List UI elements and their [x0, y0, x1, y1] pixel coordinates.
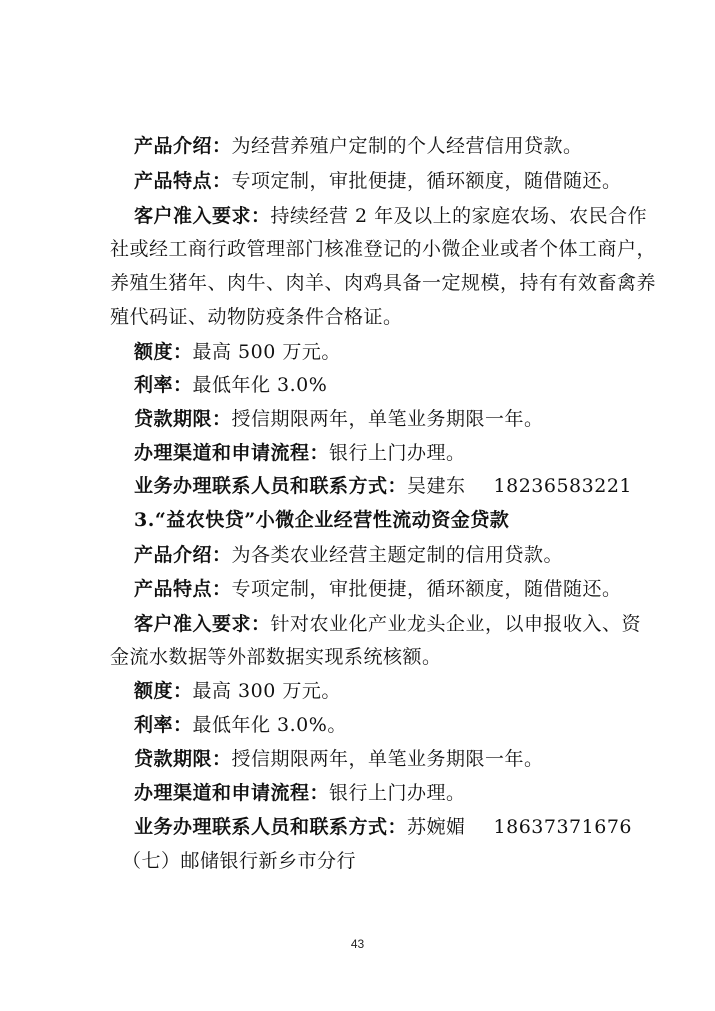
s3-product-features-label: 产品特点： — [134, 578, 232, 600]
rate-line — [134, 374, 327, 396]
customer-requirements-cont-2: 养殖生猪年、肉牛、肉羊、肉鸡具备一定规模，持有有效畜禽养 — [110, 272, 657, 294]
product-intro-text: 为经营养殖户定制的个人经营信用贷款。 — [231, 135, 583, 157]
s3-customer-requirements-label: 客户准入要求： — [134, 613, 271, 635]
s3-contact-label: 业务办理联系人员和联系方式： — [134, 816, 408, 838]
s3-contact-line — [134, 816, 632, 838]
loan-term-line — [134, 408, 544, 430]
s3-channel-label: 办理渠道和申请流程： — [134, 782, 330, 804]
customer-requirements-cont-1: 社或经工商行政管理部门核准登记的小微企业或者个体工商户， — [110, 238, 657, 260]
s3-limit-line — [134, 680, 341, 702]
product-features-label: 产品特点： — [134, 170, 232, 192]
s3-limit-label: 额度： — [134, 680, 193, 702]
customer-requirements-text: 持续经营 2 年及以上的家庭农场、农民合作 — [270, 205, 648, 227]
s3-product-intro-text: 为各类农业经营主题定制的信用贷款。 — [231, 544, 564, 566]
loan-term-text: 授信期限两年，单笔业务期限一年。 — [231, 408, 544, 430]
s3-channel-line — [134, 782, 466, 804]
s3-customer-requirements-line — [134, 613, 641, 635]
s3-rate-line — [134, 714, 347, 736]
s3-contact-phone: 18637371676 — [493, 816, 633, 838]
contact-phone: 18236583221 — [493, 475, 633, 497]
channel-label: 办理渠道和申请流程： — [134, 442, 330, 464]
s3-limit-text: 最高 300 万元。 — [192, 680, 341, 702]
s3-product-intro-label: 产品介绍： — [134, 544, 232, 566]
contact-label: 业务办理联系人员和联系方式： — [134, 475, 408, 497]
rate-label: 利率： — [134, 374, 193, 396]
s3-customer-requirements-cont-1: 金流水数据等外部数据实现系统核额。 — [110, 646, 442, 668]
customer-requirements-cont-3: 殖代码证、动物防疫条件合格证。 — [110, 306, 403, 328]
channel-text: 银行上门办理。 — [329, 442, 466, 464]
s3-product-features-line — [134, 578, 622, 600]
s3-loan-term-label: 贷款期限： — [134, 748, 232, 770]
s3-rate-text: 最低年化 3.0%。 — [192, 714, 347, 736]
s3-product-features-text: 专项定制，审批便捷，循环额度，随借随还。 — [231, 578, 622, 600]
product-intro-label: 产品介绍： — [134, 135, 232, 157]
contact-line — [134, 475, 632, 497]
channel-line — [134, 442, 466, 464]
customer-requirements-line — [134, 205, 647, 227]
limit-text: 最高 500 万元。 — [192, 341, 341, 363]
s3-loan-term-line — [134, 748, 544, 770]
product-features-text: 专项定制，审批便捷，循环额度，随借随还。 — [231, 170, 622, 192]
product-intro-line — [134, 135, 583, 157]
s3-customer-requirements-text: 针对农业化产业龙头企业，以申报收入、资 — [270, 613, 642, 635]
limit-label: 额度： — [134, 341, 193, 363]
product-features-line — [134, 170, 622, 192]
s3-rate-label: 利率： — [134, 714, 193, 736]
customer-requirements-label: 客户准入要求： — [134, 205, 271, 227]
s3-loan-term-text: 授信期限两年，单笔业务期限一年。 — [231, 748, 544, 770]
contact-name: 吴建东 — [407, 475, 466, 497]
limit-line — [134, 341, 341, 363]
rate-text: 最低年化 3.0% — [192, 374, 328, 396]
loan-term-label: 贷款期限： — [134, 408, 232, 430]
s3-channel-text: 银行上门办理。 — [329, 782, 466, 804]
s3-contact-name: 苏婉媚 — [407, 816, 466, 838]
s3-product-intro-line — [134, 544, 563, 566]
section-3-title: 3.“益农快贷”小微企业经营性流动资金贷款 — [134, 509, 510, 531]
page-number: 43 — [350, 937, 365, 951]
subsection-7-heading: （七）邮储银行新乡市分行 — [122, 850, 357, 872]
